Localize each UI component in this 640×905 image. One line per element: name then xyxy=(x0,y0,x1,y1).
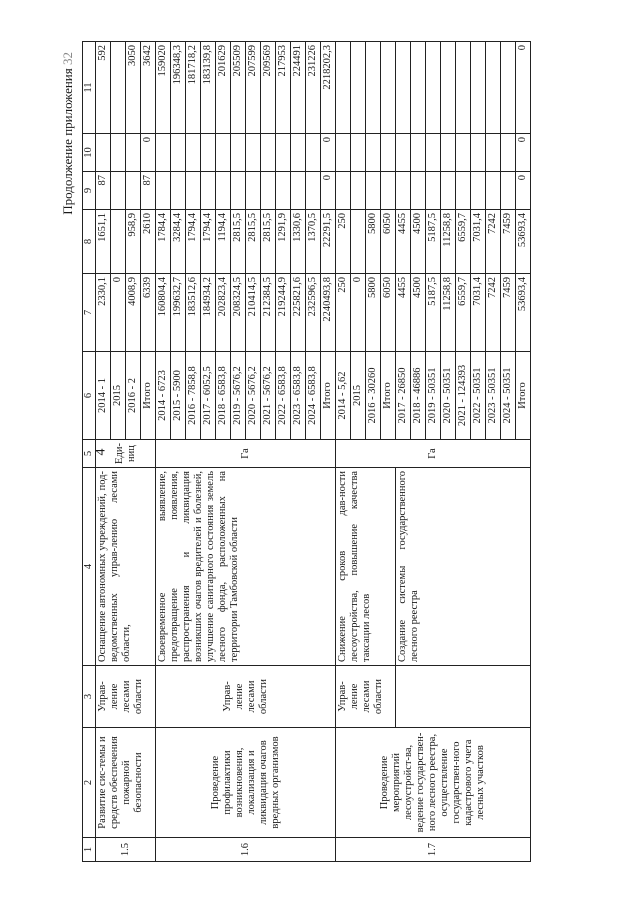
value-cell: 6559,7 xyxy=(456,210,471,274)
value-cell: 2024 - 6583,8 xyxy=(306,352,321,440)
item-description: Своевременное выявление, предотвращение появления, распространения и ликвидация возникших очагов вредителей и болезней, улучшение санитарного состояния земель лесного фонда, расположенных на территории Тамбовской области xyxy=(156,468,336,666)
column-number: 5 xyxy=(83,440,96,468)
column-number: 7 xyxy=(83,274,96,352)
appendix-caption-text: Продолжение приложения xyxy=(60,68,75,215)
value-cell: 2018 - 46886 xyxy=(411,352,426,440)
value-cell: 4500 xyxy=(411,210,426,274)
table-row xyxy=(96,42,111,862)
value-cell xyxy=(186,134,201,172)
value-cell: 2218202,3 xyxy=(321,42,336,134)
value-cell: 2016 - 7858,8 xyxy=(186,352,201,440)
value-cell: 7031,4 xyxy=(471,274,486,352)
value-cell: 11258,8 xyxy=(441,210,456,274)
value-cell xyxy=(216,172,231,210)
value-cell: 2023 - 6583,8 xyxy=(291,352,306,440)
value-cell xyxy=(111,210,126,274)
value-cell: 3050 xyxy=(126,42,141,134)
value-cell: 2019 - 50351 xyxy=(426,352,441,440)
value-cell: 53693,4 xyxy=(516,210,531,274)
value-cell xyxy=(396,172,411,210)
item-description: Оснащение автономных учреждений, под-ведомственных управ-лению лесами области, xyxy=(96,468,156,666)
value-cell: 2014 - 1 xyxy=(96,352,111,440)
value-cell: 181718,2 xyxy=(186,42,201,134)
value-cell xyxy=(366,134,381,172)
value-cell xyxy=(171,134,186,172)
item-executor xyxy=(396,666,531,728)
column-number: 11 xyxy=(83,42,96,134)
value-cell xyxy=(441,42,456,134)
value-cell xyxy=(351,134,366,172)
value-cell: 7242 xyxy=(486,274,501,352)
value-cell xyxy=(426,172,441,210)
value-cell: 1370,5 xyxy=(306,210,321,274)
value-cell: 7031,4 xyxy=(471,210,486,274)
value-cell: Итого xyxy=(141,352,156,440)
value-cell xyxy=(96,134,111,172)
value-cell: 210414,5 xyxy=(246,274,261,352)
value-cell: 184934,2 xyxy=(201,274,216,352)
value-cell: 4455 xyxy=(396,274,411,352)
value-cell xyxy=(216,134,231,172)
value-cell: 6050 xyxy=(381,210,396,274)
value-cell: 0 xyxy=(516,172,531,210)
column-number-row xyxy=(83,42,96,862)
value-cell: 250 xyxy=(336,210,351,274)
value-cell xyxy=(156,172,171,210)
column-number: 9 xyxy=(83,172,96,210)
value-cell: 2330,1 xyxy=(96,274,111,352)
value-cell: 22291,5 xyxy=(321,210,336,274)
value-cell xyxy=(411,42,426,134)
value-cell: 1651,1 xyxy=(96,210,111,274)
value-cell: 592 xyxy=(96,42,111,134)
value-cell: 1784,4 xyxy=(156,210,171,274)
column-number: 2 xyxy=(83,728,96,838)
value-cell: 196348,3 xyxy=(171,42,186,134)
value-cell xyxy=(171,172,186,210)
value-cell: 2020 - 50351 xyxy=(441,352,456,440)
value-cell: Итого xyxy=(381,352,396,440)
column-number: 10 xyxy=(83,134,96,172)
value-cell xyxy=(231,134,246,172)
value-cell: 2015 - 5900 xyxy=(171,352,186,440)
program-table xyxy=(82,41,531,862)
value-cell xyxy=(306,134,321,172)
value-cell xyxy=(396,42,411,134)
value-cell xyxy=(201,172,216,210)
value-cell: 2014 - 6723 xyxy=(156,352,171,440)
value-cell xyxy=(471,134,486,172)
item-name: Проведение профилактики возникновения, локализация и ликвидация очагов вредных организмов xyxy=(156,728,336,838)
value-cell xyxy=(441,134,456,172)
value-cell xyxy=(426,42,441,134)
value-cell: 0 xyxy=(141,134,156,172)
value-cell: 2016 - 30260 xyxy=(366,352,381,440)
value-cell: 1794,4 xyxy=(186,210,201,274)
item-executor: Управ-ление лесами области xyxy=(96,666,156,728)
value-cell: 2022 - 6583,8 xyxy=(276,352,291,440)
value-cell: Итого xyxy=(321,352,336,440)
value-cell: 3284,4 xyxy=(171,210,186,274)
value-cell: 183139,8 xyxy=(201,42,216,134)
value-cell xyxy=(246,134,261,172)
value-cell: 2017 - 6052,5 xyxy=(201,352,216,440)
column-number: 4 xyxy=(83,468,96,666)
item-units: Га xyxy=(336,440,531,468)
value-cell xyxy=(276,134,291,172)
value-cell: 183512,6 xyxy=(186,274,201,352)
item-units: Га xyxy=(156,440,336,468)
value-cell xyxy=(261,172,276,210)
table-row xyxy=(336,42,351,862)
value-cell xyxy=(111,42,126,134)
value-cell: 7242 xyxy=(486,210,501,274)
value-cell xyxy=(291,172,306,210)
item-number: 1.6 xyxy=(156,838,336,862)
value-cell: 2815,5 xyxy=(246,210,261,274)
value-cell: 202823,4 xyxy=(216,274,231,352)
value-cell: 250 xyxy=(336,274,351,352)
value-cell: 199632,7 xyxy=(171,274,186,352)
value-cell: 2023 - 50351 xyxy=(486,352,501,440)
value-cell: 224491 xyxy=(291,42,306,134)
value-cell: 0 xyxy=(321,134,336,172)
value-cell xyxy=(411,172,426,210)
value-cell: 2016 - 2 xyxy=(126,352,141,440)
value-cell xyxy=(456,134,471,172)
value-cell xyxy=(126,172,141,210)
value-cell xyxy=(276,172,291,210)
value-cell: 2024 - 50351 xyxy=(501,352,516,440)
value-cell: 2017 - 26850 xyxy=(396,352,411,440)
value-cell: 87 xyxy=(96,172,111,210)
value-cell xyxy=(201,134,216,172)
column-number: 1 xyxy=(83,838,96,862)
value-cell xyxy=(456,42,471,134)
item-name: Проведение мероприятий лесоустройст-ва, ведение государствен-ного лесного реестра, осуществление государствен-ного кадастрового учета лесных участков xyxy=(336,728,531,838)
value-cell: 212384,5 xyxy=(261,274,276,352)
value-cell xyxy=(291,134,306,172)
value-cell xyxy=(366,172,381,210)
item-description: Создание системы государственного лесного реестра xyxy=(396,468,531,666)
value-cell xyxy=(501,42,516,134)
value-cell xyxy=(381,172,396,210)
value-cell: 0 xyxy=(516,134,531,172)
value-cell: 209569 xyxy=(261,42,276,134)
value-cell: 225821,6 xyxy=(291,274,306,352)
appendix-number: 32 xyxy=(60,52,75,65)
value-cell xyxy=(471,42,486,134)
item-number: 1.7 xyxy=(336,838,531,862)
value-cell: 11258,8 xyxy=(441,274,456,352)
value-cell xyxy=(351,210,366,274)
value-cell: 1194,4 xyxy=(216,210,231,274)
item-executor: Управ-ление лесами области xyxy=(336,666,396,728)
value-cell: 958,9 xyxy=(126,210,141,274)
value-cell: 2022 - 50351 xyxy=(471,352,486,440)
value-cell xyxy=(336,134,351,172)
value-cell: 2815,5 xyxy=(231,210,246,274)
value-cell: 4500 xyxy=(411,274,426,352)
value-cell xyxy=(441,172,456,210)
value-cell: 2021 - 5676,2 xyxy=(261,352,276,440)
rotated-document xyxy=(60,42,580,862)
value-cell: 160804,4 xyxy=(156,274,171,352)
value-cell xyxy=(486,42,501,134)
column-number: 6 xyxy=(83,352,96,440)
value-cell xyxy=(456,172,471,210)
value-cell: 3642 xyxy=(141,42,156,134)
value-cell: 87 xyxy=(141,172,156,210)
value-cell xyxy=(156,134,171,172)
value-cell xyxy=(306,172,321,210)
value-cell: 1291,9 xyxy=(276,210,291,274)
value-cell xyxy=(336,42,351,134)
value-cell: 2020 - 5676,2 xyxy=(246,352,261,440)
value-cell xyxy=(111,172,126,210)
value-cell xyxy=(246,172,261,210)
value-cell xyxy=(231,172,246,210)
page-number: 4 xyxy=(93,448,109,456)
value-cell: 6559,7 xyxy=(456,274,471,352)
value-cell: 5800 xyxy=(366,274,381,352)
value-cell xyxy=(501,172,516,210)
value-cell: 205509 xyxy=(231,42,246,134)
value-cell: 2815,5 xyxy=(261,210,276,274)
value-cell: 231226 xyxy=(306,42,321,134)
value-cell: 6050 xyxy=(381,274,396,352)
value-cell: 219244,9 xyxy=(276,274,291,352)
value-cell: 53693,4 xyxy=(516,274,531,352)
value-cell: 5187,5 xyxy=(426,274,441,352)
value-cell xyxy=(411,134,426,172)
value-cell: 207599 xyxy=(246,42,261,134)
value-cell: 1794,4 xyxy=(201,210,216,274)
value-cell xyxy=(471,172,486,210)
value-cell xyxy=(486,172,501,210)
value-cell: 2014 - 5,62 xyxy=(336,352,351,440)
value-cell: 7459 xyxy=(501,210,516,274)
value-cell: 2015 xyxy=(351,352,366,440)
value-cell: 5800 xyxy=(366,210,381,274)
value-cell xyxy=(366,42,381,134)
value-cell: 159020 xyxy=(156,42,171,134)
value-cell: 217953 xyxy=(276,42,291,134)
item-description: Снижение сроков дав-ности лесоустройства, повышение качества таксации лесов xyxy=(336,468,396,666)
item-executor: Управ-ление лесами области xyxy=(156,666,336,728)
item-name: Развитие сис-темы и средств обеспечения пожарной безопасности xyxy=(96,728,156,838)
item-units: Еди-ниц xyxy=(96,440,156,468)
value-cell: 4008,9 xyxy=(126,274,141,352)
value-cell: 2021 - 124393 xyxy=(456,352,471,440)
value-cell: 6339 xyxy=(141,274,156,352)
value-cell xyxy=(381,42,396,134)
appendix-caption xyxy=(60,42,78,862)
value-cell: 2610 xyxy=(141,210,156,274)
value-cell: 232596,5 xyxy=(306,274,321,352)
value-cell xyxy=(351,172,366,210)
value-cell: Итого xyxy=(516,352,531,440)
item-number: 1.5 xyxy=(96,838,156,862)
value-cell xyxy=(186,172,201,210)
value-cell xyxy=(336,172,351,210)
value-cell: 0 xyxy=(516,42,531,134)
table-row xyxy=(156,42,171,862)
value-cell xyxy=(501,134,516,172)
value-cell: 5187,5 xyxy=(426,210,441,274)
value-cell: 0 xyxy=(351,274,366,352)
value-cell xyxy=(396,134,411,172)
value-cell: 0 xyxy=(321,172,336,210)
value-cell xyxy=(381,134,396,172)
column-number: 3 xyxy=(83,666,96,728)
value-cell: 1330,6 xyxy=(291,210,306,274)
value-cell: 2019 - 5676,2 xyxy=(231,352,246,440)
value-cell xyxy=(126,134,141,172)
value-cell: 2018 - 6583,8 xyxy=(216,352,231,440)
value-cell: 4455 xyxy=(396,210,411,274)
value-cell: 0 xyxy=(111,274,126,352)
value-cell: 208324,5 xyxy=(231,274,246,352)
value-cell xyxy=(486,134,501,172)
value-cell: 7459 xyxy=(501,274,516,352)
value-cell xyxy=(426,134,441,172)
column-number: 8 xyxy=(83,210,96,274)
value-cell: 2240493,8 xyxy=(321,274,336,352)
value-cell: 2015 xyxy=(111,352,126,440)
value-cell: 201629 xyxy=(216,42,231,134)
value-cell xyxy=(351,42,366,134)
value-cell xyxy=(111,134,126,172)
value-cell xyxy=(261,134,276,172)
